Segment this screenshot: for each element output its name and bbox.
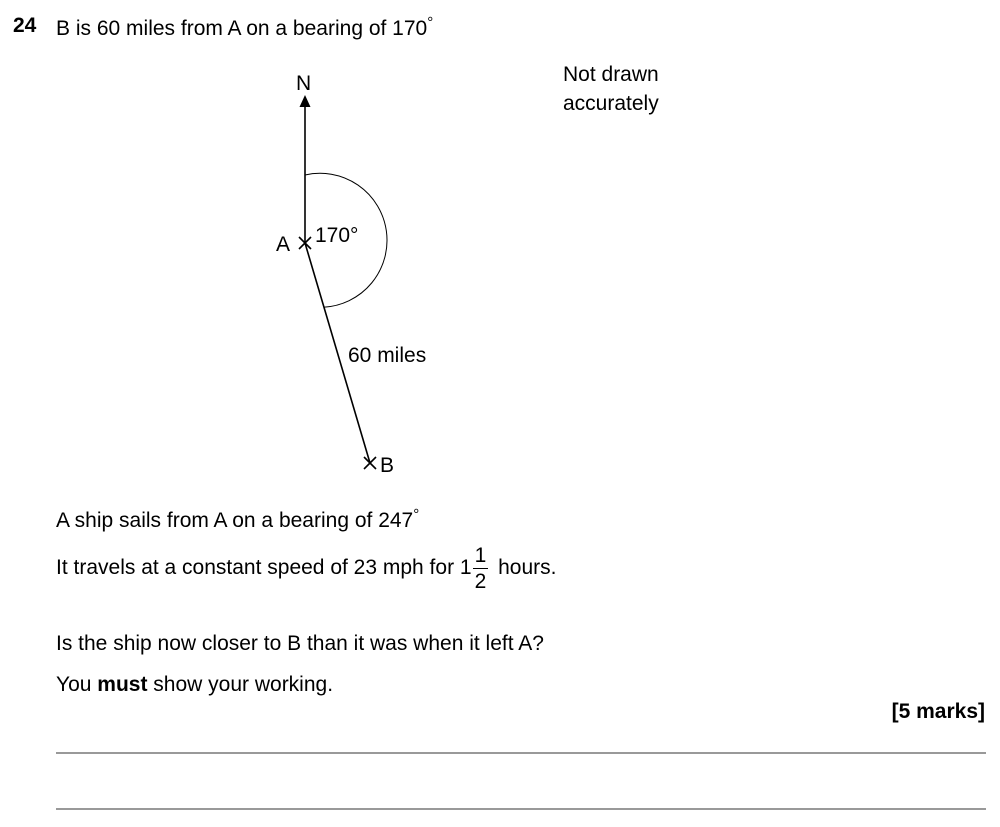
not-drawn-line2: accurately [563,92,659,115]
point-a-label: A [276,233,291,256]
north-label: N [296,72,312,95]
fraction-denominator: 2 [474,570,487,593]
hours-text: hours. [498,556,557,580]
fraction-numerator: 1 [474,544,487,567]
question-stem-text: B is 60 miles from A on a bearing of 170 [56,17,428,40]
degree-symbol: ° [427,14,434,31]
body-line-bearing [56,506,419,533]
not-drawn-line1: Not drawn [563,63,659,86]
body-line-bearing-text: A ship sails from A on a bearing of 247 [56,509,414,532]
fraction-one-half [473,545,489,592]
answer-line-2[interactable] [56,808,986,810]
angle-label: 170° [315,224,359,247]
body-line-instruction [56,673,333,697]
body-line-question: Is the ship now closer to B than it was when it left A? [56,632,544,655]
point-b-label: B [380,454,395,477]
question-number: 24 [13,14,37,37]
marks-label: [5 marks] [891,700,985,723]
instruction-bold: must [97,673,148,696]
degree-symbol: ° [413,506,420,523]
north-arrowhead [300,95,311,107]
not-drawn-note [563,60,659,118]
distance-label: 60 miles [348,344,427,367]
answer-line-1[interactable] [56,752,986,754]
body-line-speed [56,545,556,592]
instruction-post: show your working. [147,673,334,696]
speed-text: It travels at a constant speed of 23 mph for 1 [56,556,472,580]
instruction-pre: You [56,673,98,696]
